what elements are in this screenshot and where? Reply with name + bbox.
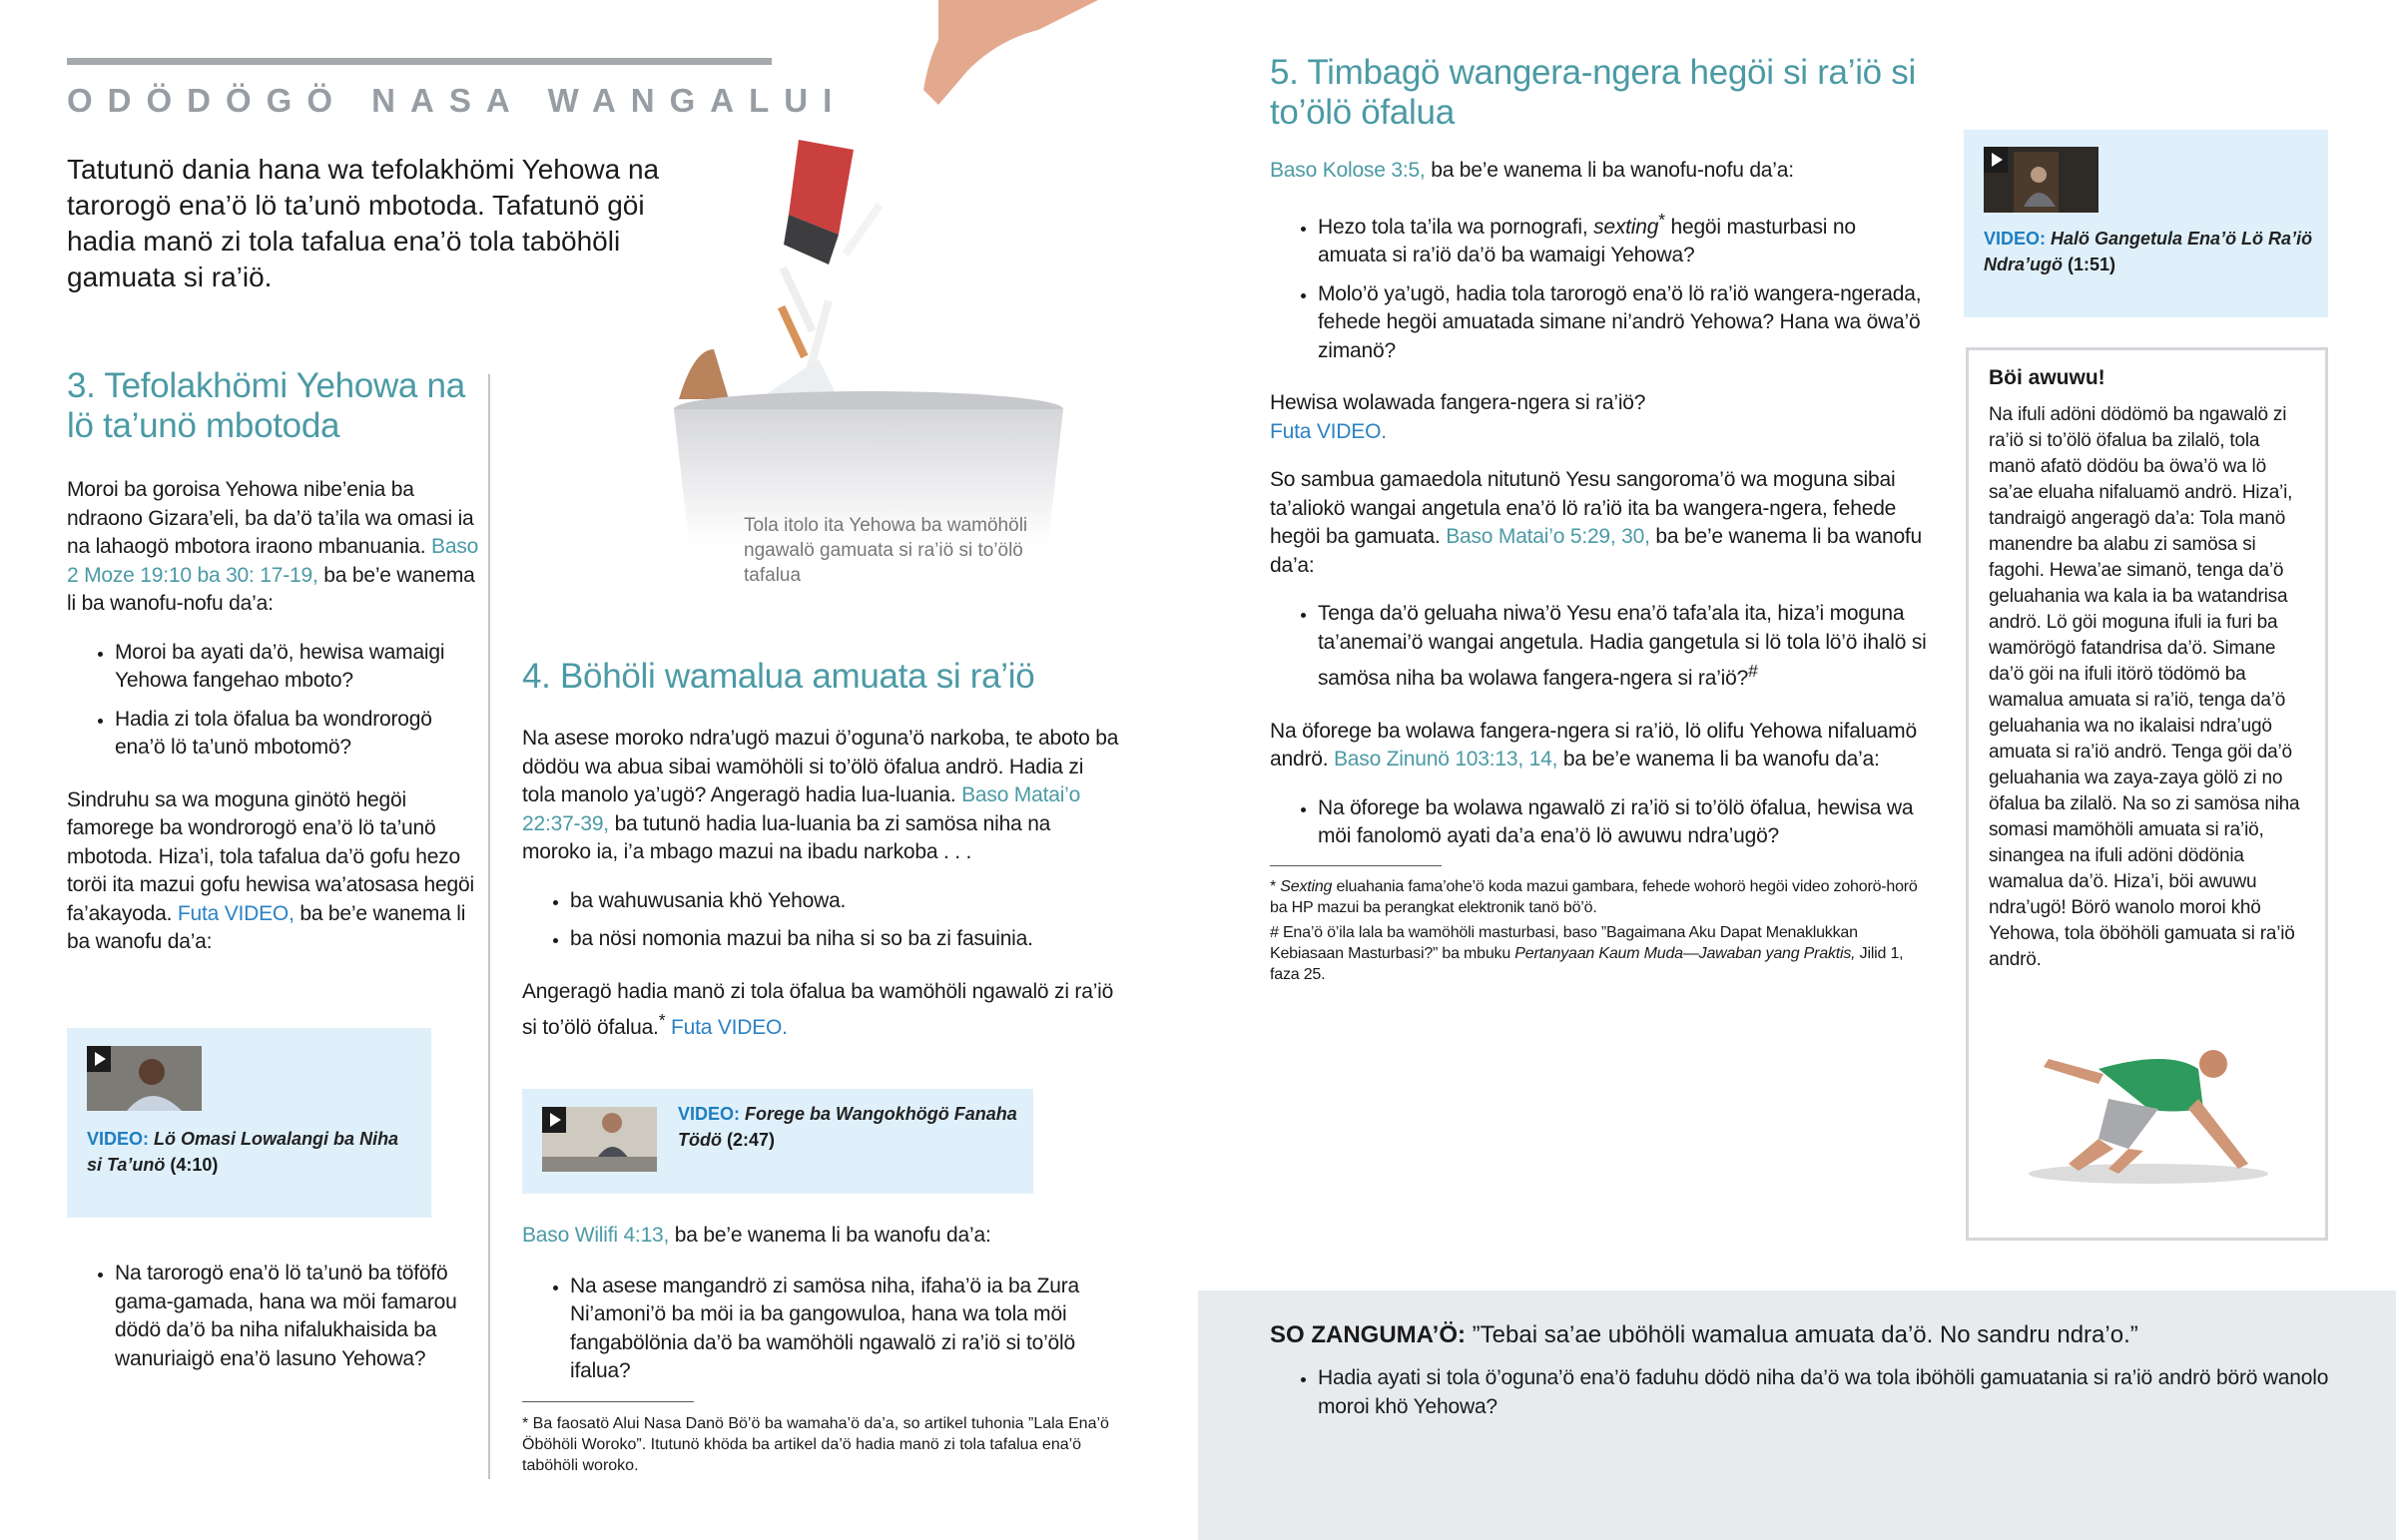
question-item: • Moroi ba ayati da’ö, hewisa wamaigi Yehowa fangehao mboto? [115,639,486,696]
video-thumbnail[interactable] [542,1107,657,1172]
encouragement-title: Böi awuwu! [1989,366,2105,389]
encouragement-text: Na ifuli adöni dödömö ba ngawalö zi ra’iö si to’ölö öfalua ba zilalö, tola manö afatö dödöu ba öwa’ö wa lö sa’ae eluaha nifaluamö andrö. Hiza’i, tandraigö angeragö da’a: Tola manö manendre ba alabu zi samösa si fagohi. Hewa’ae simanö, tenga da’ö geluahania wa kala ia ba watandrisa andrö. Lö göi moguna ifuli ia furi ba wamörögö fatandrisa da’ö. Simane da’ö göi na ifuli itörö tödömö ba wamalua amuata si ra’iö, tenga da’ö geluahania wa no ikalaisi ndra’ugö amuata si ra’iö andrö. Tenga göi da’ö geluahania wa zaya-zaya gölö zi no öfalua ba zilalö. Na so zi samösa niha somasi mamöhöli amuata si ra’iö, sinangea na ifuli adöni dödönia wamalua da’ö. Hiza’i, böi awuwu ndra’ugö! Börö wanolo moroi khö Yehowa, tola öböhöli gamuata si ra’iö andrö. [1989,404,2300,970]
footnote: # Ena’ö ö’ila lala ba wamöhöli masturbasi, baso ”Bagaimana Aku Dapat Menaklukkan Kebiasaan Masturbasi?” ba mbuku Pertanyaan Kaum Muda—Jawaban yang Praktis, Jilid 1, faza 25. [1270,923,1904,983]
footnote-marker[interactable]: * [1658,209,1665,230]
footnote-marker[interactable]: # [1748,661,1758,681]
video-title: Forege ba Wangokhögö Fanaha Tödö [678,1104,1017,1150]
video-thumbnail[interactable] [1984,147,2098,213]
question-item: • Hadia zi tola öfalua ba wondrorogö ena’ö lö ta’unö mbotomö? [115,706,486,763]
footnote-divider [522,1401,694,1402]
play-icon [1984,147,2008,173]
section-4: 4. Böhöli wamalua amuata si ra’iö Na asese moroko ndra’ugö mazui ö’oguna’ö narkoba, te aboto ba dödöu wa abua sibai wamöhöli si to’ölö öfalua andrö. Hadia zi tola manolo ya’ugö? Angeragö hadia lua-luania. Baso Matai’o 22:37-39, ba tutunö hadia lua-luania ba zi samösa niha na moroko ia, i’a mbago mazui na ibadu narkoba . . . • ba wahuwusania khö Yehowa. • ba nösi nomonia mazui ba niha si so ba zi fasuinia. Angeragö hadia manö zi tola öfalua ba wamöhöli ngawalö zi ra’iö si to’ölö öfalua.* Futa VIDEO. [522,657,1121,1063]
question-item: • ba wahuwusania khö Yehowa. [570,887,1121,916]
video-card-3[interactable]: VIDEO: Halö Gangetula Ena’ö Lö Ra’iö Ndra’ugö (1:51) [1964,130,2328,317]
intro-text: Tatutunö dania hana wa tefolakhömi Yehowa na tarorogö ena’ö lö ta’unö mbotoda. Tafatunö göi hadia manö zi tola tafalua ena’ö tola taböhöli gamuata si ra’iö. [67,154,660,292]
question-item: • Na asese mangandrö zi samösa niha, ifaha’ö ia ba Zura Ni’amoni’ö ba möi ia ba gangowuloa, hana wa tola möi fangabölönia da’ö ba wamöhöli ngawalö zi ra’iö si to’ölö ifalua? [570,1273,1121,1386]
scripture-link[interactable]: Baso Matai’o 5:29, 30, [1446,525,1650,548]
footnote-divider [1270,865,1442,866]
play-icon [542,1107,566,1133]
question-item: • Hadia ayati si tola ö’oguna’ö ena’ö faduhu dödö niha da’ö wa tola iböhöli gamuatania si ra’iö andrö börö wanolo moroi khö Yehowa? [1318,1364,2358,1421]
watch-video-link[interactable]: Futa VIDEO, [177,901,295,925]
scripture-link[interactable]: Baso Wilifi 4:13, [522,1224,670,1247]
question-item: • Hezo tola ta’ila wa pornografi, sexting* hegöi masturbasi no amuata si ra’iö da’ö ba wamaigi Yehowa? [1318,206,1929,270]
scripture-link[interactable]: Baso Zinunö 103:13, 14, [1333,748,1558,770]
question-item: • ba nösi nomonia mazui ba niha si so ba zi fasuinia. [570,925,1121,954]
question-item: • Na tarorogö ena’ö lö ta’unö ba töföfö gama-gamada, hana wa möi famarou dödö da’ö ba niha nifalukhaisida ba wanuriaigö ena’ö lasuno Yehowa? [115,1260,466,1373]
runner-illustration [1999,1039,2298,1189]
summary-label: SO ZANGUMA’Ö: [1270,1321,1466,1348]
hand-icon [923,0,1098,105]
section-3-paragraph: Moroi ba goroisa Yehowa nibe’enia ba ndraono Gizara’eli, ba da’ö ta’ila wa omasi ia na lahaogö mbotora iraono mbanuania. Baso 2 Moze 19:10 ba 30: 17-19, ba be’e wanema li ba wanofu-nofu da’a: [67,478,479,615]
watch-video-link[interactable]: Futa VIDEO. [1270,419,1387,443]
scripture-link[interactable]: Baso Kolose 3:5, [1270,159,1426,182]
footnote-marker[interactable]: * [658,1010,666,1030]
summary-band [1198,1290,2396,1540]
section-3 [67,366,486,977]
summary-quote: ”Tebai sa’ae uböhöli wamalua amuata da’ö. No sandru ndra’o.” [1466,1321,2138,1348]
video-thumbnail[interactable] [87,1046,202,1111]
video-title: Halö Gangetula Ena’ö Lö Ra’iö Ndra’ugö [1984,229,2313,274]
section-5-heading: 5. Timbagö wangera-ngera hegöi si ra’iö si to’ölö öfalua [1270,53,1916,132]
footnote: * Sexting eluahania fama’ohe’ö koda mazui gambara, fehede wohorö hegöi video zohorö-horö ba HP mazui ba perangkat elektronik tanö bö’ö. [1270,877,1918,916]
page-kicker: ODÖDÖGÖ NASA WANGALUI [67,82,848,119]
play-icon [87,1046,111,1072]
question-item: • Na öforege ba wolawa ngawalö zi ra’iö si to’ölö öfalua, hewisa wa möi fanolomö ayati da’a ena’ö lö awuwu ndra’ugö? [1318,794,1929,851]
illustration-caption: Tola itolo ita Yehowa ba wamöhöli ngawalö gamuata si ra’iö si to’ölö tafalua [744,515,1028,586]
question-item: • Tenga da’ö geluaha niwa’ö Yesu ena’ö tafa’ala ita, hiza’i moguna ta’anemai’ö wangai angetula. Hadia gangetula si lö tola lö’ö ihalö si samösa niha ba wolawa fangera-ngera si ra’iö?# [1318,600,1929,694]
video-card-1[interactable]: VIDEO: Lö Omasi Lowalangi ba Niha si Ta’unö (4:10) [67,1028,431,1218]
scripture-link[interactable]: Baso Matai’o 22:37-39, [522,783,1081,835]
section-3-heading: 3. Tefolakhömi Yehowa na lö ta’unö mbotoda [67,366,465,445]
video-card-2[interactable]: VIDEO: Forege ba Wangokhögö Fanaha Tödö (2:47) [522,1089,1033,1194]
section-3-paragraph-2: Sindruhu sa wa moguna ginötö hegöi famorege ba wondrorogö ena’ö lö ta’unö mbotoda. Hiza’i, tola tafalua da’ö gofu hezo toröi ita mazui gofu hewisa wa’atosasa hegöi fa’akayoda. Futa VIDEO, ba be’e wanema li ba wanofu da’a: [67,787,474,953]
encouragement-box [1966,347,2328,1241]
video-title: Lö Omasi Lowalangi ba Niha si Ta’unö [87,1129,399,1175]
section-4-heading: 4. Böhöli wamalua amuata si ra’iö [522,657,1035,696]
watch-video-link[interactable]: Futa VIDEO. [670,1016,788,1039]
section-3-questions [67,639,486,763]
column-divider [488,374,490,1479]
scripture-link[interactable]: Baso 2 Moze 19:10 ba 30: 17-19, [67,535,479,587]
trash-can-illustration [639,0,1098,544]
footnote: * Ba faosatö Alui Nasa Danö Bö’ö ba wamaha’ö da’a, so artikel tuhonia ”Lala Ena’ö Öböhöli Woroko”. Itutunö khöda ba artikel da’ö hadia manö zi tola tafalua ena’ö taböhöli woroko. [522,1415,1109,1474]
section-5: 5. Timbagö wangera-ngera hegöi si ra’iö si to’ölö öfalua Baso Kolose 3:5, ba be’e wanema li ba wanofu-nofu da’a: • Hezo tola ta’ila wa pornografi, sexting* hegöi masturbasi no amuata si ra’iö da’ö ba wamaigi Yehowa? • Molo’ö ya’ugö, hadia tola tarorogö ena’ö lö ra’iö wangera-ngerada, fehede hegöi amuatada simane ni’andrö Yehowa? Hana wa öwa’ö zimanö? Hewisa wolawada fangera-ngera si ra’iö? Futa VIDEO. So sambua gamaedola nitutunö Yesu sangoroma’ö wa moguna sibai ta’aliokö wangai angetula ena’ö lö ra’iö ita ba wangera-ngera, fehede hegöi ba gamuata. Baso Matai’o 5:29, 30, ba be’e wanema li ba wanofu da’a: • Tenga da’ö geluaha niwa’ö Yesu ena’ö tafa’ala ita, hiza’i moguna ta’anemai’ö wangai angetula. Hadia gangetula si lö tola lö’ö ihalö si samösa niha ba wolawa fangera-ngera si ra’iö?# Na öforege ba wolawa fangera-ngera si ra’iö, lö olifu Yehowa nifaluamö andrö. Baso Zinunö 103:13, 14, ba be’e wanema li ba wanofu da’a: • Na öforege ba wolawa ngawalö zi ra’iö si to’ölö öfalua, hewisa wa möi fanolomö ayati da’a ena’ö lö awuwu ndra’ugö? * Sexting eluahania fama’ohe’ö koda mazui gambara, fehede wohorö hegöi video zohorö-horö ba HP mazui ba perangkat elektronik tanö bö’ö. # Ena’ö ö’ila lala ba wamöhöli masturbasi, baso ”Bagaimana Aku Dapat Menaklukkan Kebiasaan Masturbasi?” ba mbuku Pertanyaan Kaum Muda—Jawaban yang Praktis, Jilid 1, faza 25. [1270,53,1929,985]
question-item: • Molo’ö ya’ugö, hadia tola tarorogö ena’ö lö ra’iö wangera-ngerada, fehede hegöi amuatada simane ni’andrö Yehowa? Hana wa öwa’ö zimanö? [1318,280,1929,366]
